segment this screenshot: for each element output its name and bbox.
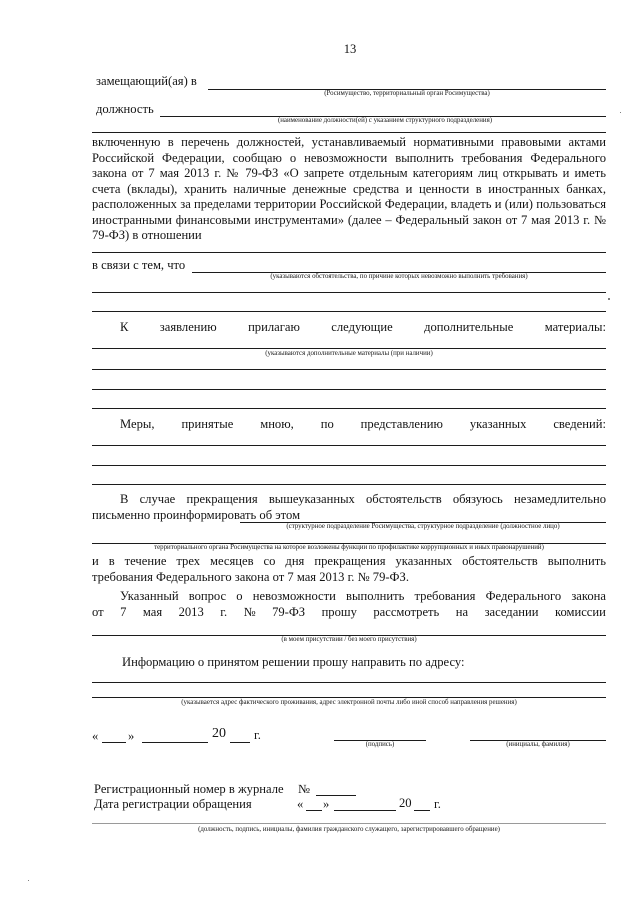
sign-year-prefix: 20 [212,726,226,741]
commission-line-1: Указанный вопрос о невозможности выполнить требования Федерального закона [120,589,606,603]
notify-caption-1: (структурное подразделение Росимущества, структурное подразделение (должностное лицо) [286,523,560,530]
sign-open-quote: « [92,729,99,743]
sign-month-field[interactable] [142,742,208,743]
reg-year-suffix: г. [434,797,441,811]
registrar-caption: (должность, подпись, инициалы, фамилия гражданского служащего, зарегистрировавшего обращение) [198,826,500,833]
reg-month-field[interactable] [334,810,396,811]
sign-year-suffix: г. [254,728,261,742]
address-caption: (указывается адрес фактического проживания, адрес электронной почты либо иной способ направления решения) [181,699,517,706]
reg-number-field[interactable] [316,795,356,796]
scan-speck-2 [620,112,621,113]
attach-row: К заявлению прилагаю следующие дополнительные материалы: [120,320,606,334]
registrar-field[interactable] [92,823,606,824]
reason-caption: (указываются обстоятельства, по причине которых невозможно выполнить требования) [270,273,528,280]
attach-field-4[interactable] [92,408,606,409]
address-field-2[interactable] [92,697,606,698]
position-label: должность [96,102,154,116]
reason-field-2[interactable] [92,292,606,293]
measures-field-2[interactable] [92,465,606,466]
reg-close-quote: » [323,797,330,811]
scan-speck-3 [28,880,29,881]
name-caption: (инициалы, фамилия) [506,741,570,748]
subject-field[interactable] [92,252,606,253]
measures-field-3[interactable] [92,484,606,485]
address-field[interactable] [92,682,606,683]
position-field-2[interactable] [92,132,606,133]
attach-field-3[interactable] [92,389,606,390]
attach-field[interactable] [92,348,606,349]
measures-field[interactable] [92,445,606,446]
obligation-line-4: требования Федерального закона от 7 мая 2013 г. № 79-ФЗ. [92,570,409,584]
reg-number-label: Регистрационный номер в журнале [94,782,284,796]
reg-number-sign: № [298,782,311,796]
notify-caption-2: территориального органа Росимущества на которое возложены функции по профилактике коррупционных и иных правонарушений) [154,544,544,551]
reg-year-prefix: 20 [399,796,412,810]
measures-row: Меры, принятые мною, по представлению указанных сведений: [120,417,606,431]
attach-caption: (указываются дополнительные материалы (при наличии) [265,350,433,357]
commission-line-2: от 7 мая 2013 г. № 79-ФЗ прошу рассмотреть на заседании комиссии [92,605,606,619]
sign-day-field[interactable] [102,742,126,743]
attach-field-2[interactable] [92,369,606,370]
scan-speck [608,298,610,300]
page-number: 13 [343,42,357,56]
sign-year-field[interactable] [230,742,250,743]
reg-open-quote: « [297,797,304,811]
reg-date-label: Дата регистрации обращения [94,797,252,811]
obligation-line-3: и в течение трех месяцев со дня прекращения указанных обстоятельств выполнить [92,554,606,568]
position-caption: (наименование должности(ей) с указанием структурного подразделения) [277,117,493,124]
obligation-line-2: письменно проинформировать об этом [92,508,301,522]
reg-day-field[interactable] [306,810,322,811]
replacing-label: замещающий(ая) в [96,74,197,88]
obligation-line-1: В случае прекращения вышеуказанных обстоятельств обязуюсь незамедлительно [120,492,606,506]
main-paragraph: включенную в перечень должностей, устанавливаемый нормативными правовыми актами Российской Федерации, сообщаю о невозможности выполнить требования Федерального закона от 7 мая 2013 г. № 79-ФЗ «О запрете отдельным категориям лиц открывать и иметь счета (вклады), хранить наличные денежные средства и ценности в иностранных банках, расположенных за пределами территории Российской Федерации, владеть и (или) пользоваться иностранными финансовыми инструментами» (далее – Федеральный закон от 7 мая 2013 г. № 79-ФЗ) в отношении [92,135,606,242]
presence-caption: (в моем присутствии / без моего присутствия) [281,636,417,643]
reason-field-3[interactable] [92,311,606,312]
reg-year-field[interactable] [414,810,430,811]
address-text: Информацию о принятом решении прошу направить по адресу: [122,655,465,669]
signature-caption: (подпись) [365,741,395,748]
sign-close-quote: » [128,729,135,743]
reason-label: в связи с тем, что [92,258,186,272]
replacing-caption: (Росимущество, территориальный орган Росимущества) [324,90,490,97]
